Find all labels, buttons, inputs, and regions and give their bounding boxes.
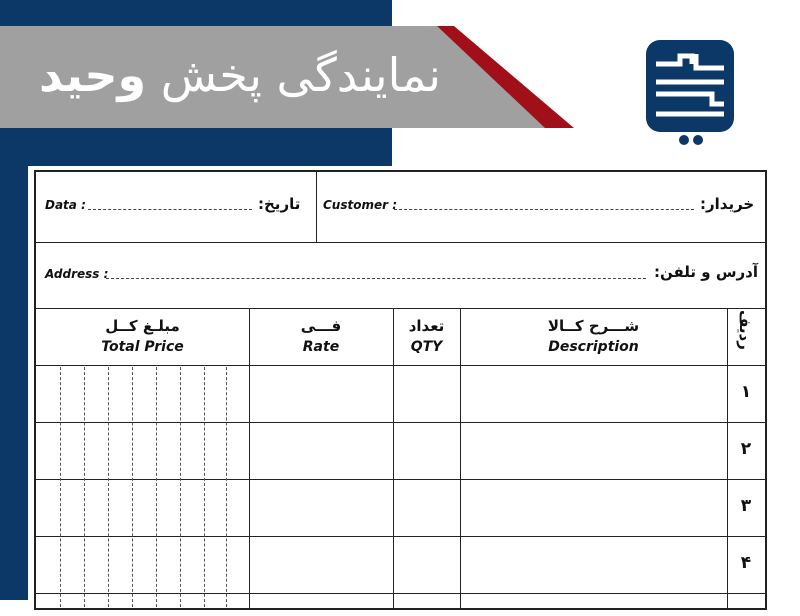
total-price-subdivider	[226, 367, 227, 607]
customer-line	[394, 209, 694, 210]
divider-r1	[36, 422, 765, 423]
col-head-description-fa: شـــرح کــالا	[547, 317, 640, 335]
col-head-rate-en: Rate	[302, 339, 340, 355]
total-price-subdivider	[156, 367, 157, 607]
customer-label-en: Customer :	[323, 198, 398, 212]
col-head-description-en: Description	[548, 339, 639, 355]
divider-r2	[36, 479, 765, 480]
total-price-subdivider	[132, 367, 133, 607]
row-number: ۲	[740, 439, 752, 459]
brand-title-bold: وحید	[39, 48, 147, 102]
col-head-rate-fa: فـــی	[300, 317, 342, 335]
divider-row1	[36, 242, 765, 243]
col-head-total-price-en: Total Price	[101, 339, 184, 355]
date-line	[88, 209, 252, 210]
total-price-subdivider	[180, 367, 181, 607]
address-line	[106, 278, 646, 279]
total-price-subdivider	[60, 367, 61, 607]
divider-r3	[36, 536, 765, 537]
divider-date-customer	[316, 172, 317, 242]
total-price-subdivider	[84, 367, 85, 607]
brand-title	[0, 40, 480, 110]
customer-label-fa: خریدار:	[700, 195, 755, 213]
row-number-header: ردیف	[736, 310, 754, 350]
row-number: ۱	[740, 382, 752, 402]
total-price-subdivider	[108, 367, 109, 607]
brand-logo-icon	[644, 38, 736, 148]
address-label-en: Address :	[45, 267, 109, 281]
divider-header	[36, 365, 765, 366]
col-head-total-price	[36, 315, 249, 357]
col-head-qty-fa: تعداد	[408, 317, 445, 335]
col-head-description	[460, 315, 727, 357]
total-price-subdivider	[204, 367, 205, 607]
date-label-en: Data :	[45, 198, 86, 212]
col-head-rate	[249, 315, 393, 357]
invoice-form	[34, 170, 767, 610]
col-head-total-price-fa: مبلـغ کــل	[105, 317, 180, 335]
address-label-fa: آدرس و تلفن:	[654, 263, 758, 281]
col-head-qty-en: QTY	[410, 339, 443, 355]
date-label-fa: تاریخ:	[258, 195, 301, 213]
col-head-qty	[393, 315, 460, 357]
divider-row2	[36, 308, 765, 309]
row-number: ۴	[740, 553, 752, 573]
divider-r4	[36, 593, 765, 594]
row-number: ۳	[740, 496, 752, 516]
brand-title-regular: نمایندگی پخش	[160, 48, 441, 102]
